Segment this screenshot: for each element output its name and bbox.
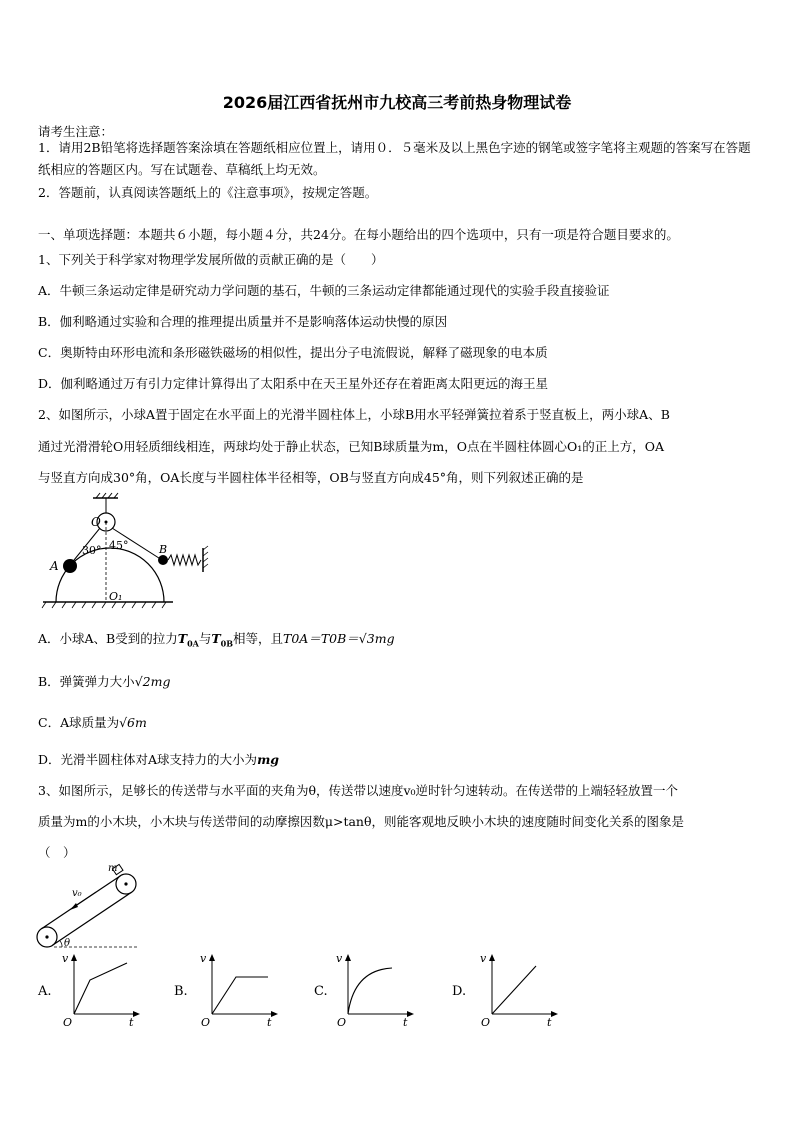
graph-line-d [492,966,536,1014]
q2-line-2: 通过光滑滑轮O用轻质细线相连，两球均处于静止状态，已知B球质量为m，O点在半圆柱体圆心O₁的正上方，OA [38,439,665,454]
q3-line-2: 质量为m的小木块，小木块与传送带间的动摩擦因数μ>tanθ，则能客观地反映小木块的速度随时间变化关系的图象是 [38,814,685,829]
q1-option-d: D．伽利略通过万有引力定律计算得出了太阳系中在天王星外还存在着距离太阳更远的海王星 [38,376,549,391]
svg-text:v: v [62,952,69,965]
notice-item-1: 1．请用2B铅笔将选择题答案涂填在答题纸相应位置上，请用０．５毫米及以上黑色字迹的钢笔或签字笔将主观题的答案写在答题纸相应的答题区内。写在试题卷、草稿纸上均无效。 [38,140,751,177]
q3-conveyor-figure [34,862,144,952]
graph-line-b [212,977,268,1014]
label-a: A [50,559,59,573]
svg-text:t: t [403,1016,408,1029]
q1-option-b: B．伽利略通过实验和合理的推理提出质量并不是影响落体运动快慢的原因 [38,314,448,329]
label-v0: v₀ [72,888,82,899]
graph-line-c [348,968,392,1014]
q2-option-d: D．光滑半圆柱体对A球支持力的大小为mg [38,752,280,767]
ball-b-icon [158,555,168,565]
q2-option-c: C．A球质量为√6m [38,715,147,730]
q3-option-a-label[interactable]: A. [38,984,52,999]
arrow-icon [70,903,78,910]
q1-option-c: C．奥斯特由环形电流和条形磁铁磁场的相似性，提出分子电流假说，解释了磁现象的电本质 [38,345,548,360]
notice-item-2: 2．答题前，认真阅读答题纸上的《注意事项》，按规定答题。 [38,185,378,200]
svg-text:v: v [480,952,487,965]
svg-text:v: v [336,952,343,965]
graph-line-a [74,963,127,1014]
q3-graph-b[interactable] [198,950,283,1030]
svg-text:O: O [481,1016,491,1029]
wall-mount-icon [203,546,208,572]
q1-option-a: A．牛顿三条运动定律是研究动力学问题的基石，牛顿的三条运动定律都能通过现代的实验手段直接验证 [38,283,610,298]
q3-graph-a[interactable] [60,950,145,1030]
q3-line-3: （ ） [38,845,76,860]
q2-option-b: B．弹簧弹力大小√2mg [38,674,171,689]
q3-option-d-label[interactable]: D. [452,984,467,999]
label-theta: θ [64,938,71,949]
ceiling-mount-icon [93,493,118,514]
q3-option-c-label[interactable]: C. [314,984,328,999]
svg-text:v: v [200,952,207,965]
q3-line-1: 3、如图所示，足够长的传送带与水平面的夹角为θ，传送带以速度v₀逆时针匀速转动。在传送带的上端轻轻放置一个 [38,783,679,798]
q1-stem: 1、下列关于科学家对物理学发展所做的贡献正确的是（ ） [38,252,384,267]
svg-text:O: O [337,1016,347,1029]
spring-icon [168,555,201,565]
label-o1: O₁ [109,590,123,603]
section-heading: 一、单项选择题：本题共６小题，每小题４分，共24分。在每小题给出的四个选项中，只有一项是符合题目要求的。 [38,227,679,242]
q2-line-3: 与竖直方向成30°角，OA长度与半圆柱体半径相等，OB与竖直方向成45°角，则下列叙述正确的是 [38,470,584,485]
label-angle-45: 45° [109,539,129,552]
q3-graph-c[interactable] [334,950,419,1030]
label-m: m [108,863,118,874]
q3-graph-d[interactable] [478,950,563,1030]
label-o: O [91,515,101,529]
q2-line-1: 2、如图所示，小球A置于固定在水平面上的光滑半圆柱体上，小球B用水平轻弹簧拉着系于竖直板上，两小球A、B [38,407,670,422]
notice-header: 请考生注意： [38,124,114,139]
svg-text:t: t [547,1016,552,1029]
ball-a-icon [63,559,77,573]
svg-text:t: t [129,1016,134,1029]
label-angle-30: 30° [82,544,102,557]
svg-text:O: O [201,1016,211,1029]
q2-option-a: A．小球A、B受到的拉力$T_{0A}$与$T_{0B}$相等，且T0A＝T0B＝√3mg [38,631,395,649]
q2-figure [38,492,218,616]
page-title: 2026届江西省抚州市九校高三考前热身物理试卷 [222,93,572,112]
svg-text:t: t [267,1016,272,1029]
svg-text:O: O [63,1016,73,1029]
q3-option-b-label[interactable]: B. [174,984,188,999]
label-b: B [159,543,168,556]
